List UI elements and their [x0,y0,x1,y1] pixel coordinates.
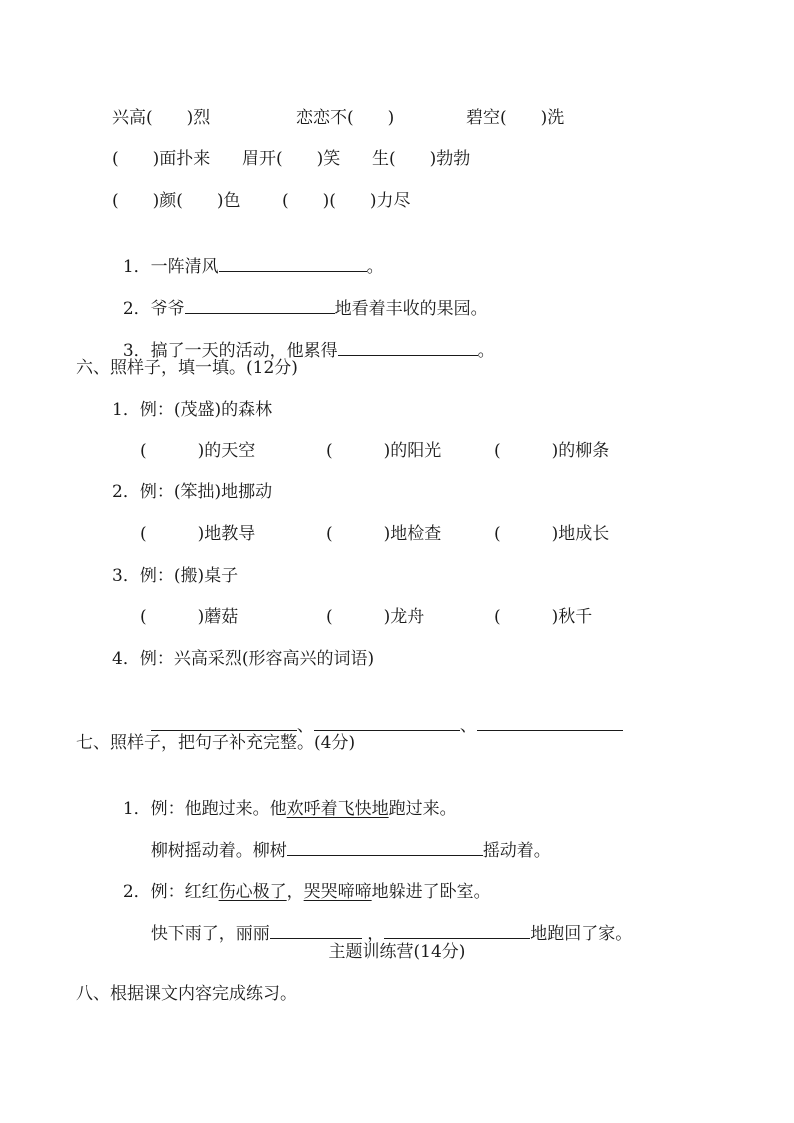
section-6-example-1: 1．例：(茂盛)的森林 [112,400,273,420]
separator: 、 [459,716,477,736]
answer-blank[interactable] [270,922,362,939]
task-text: 地跑回了家。 [530,924,633,944]
s7-task-2 [140,898,633,944]
idiom-4: ( )面扑来 [112,149,211,169]
answer-blank[interactable] [151,714,297,731]
section-8-title: 八、根据课文内容完成练习。 [76,984,297,1004]
separator: 、 [296,716,314,736]
idiom-2: 恋恋不( ) [296,108,395,128]
s6-ex1-item-3[interactable]: ( )的柳条 [494,441,610,461]
fill-text: 地看着丰收的果园。 [334,299,488,319]
fill-question-2 [112,273,488,319]
s6-ex1-item-2[interactable]: ( )的阳光 [326,441,442,461]
s6-ex3-item-3[interactable]: ( )秋千 [494,607,593,627]
idiom-1: 兴高( )烈 [112,108,211,128]
idiom-7: ( )颜( )色 [112,191,241,211]
fill-number: 3． [122,341,151,361]
task-text: 柳树摇动着。柳树 [150,841,287,861]
fill-text: 搞了一天的活动，他累得 [150,341,338,361]
example-underlined: 哭哭啼啼 [303,882,372,902]
example-text: 地躲进了卧室。 [371,882,491,902]
section-6-title: 六、照样子，填一填。(12分) [76,358,298,378]
fill-question-3 [112,315,495,361]
fill-text: 爷爷 [150,299,185,319]
section-6-example-2: 2．例：(笨拙)地挪动 [112,482,273,502]
idiom-6: 生( )勃勃 [372,149,471,169]
s6-ex1-item-1[interactable]: ( )的天空 [140,441,256,461]
example-text: 跑过来。 [388,799,457,819]
answer-blank[interactable] [314,714,460,731]
answer-blank[interactable] [477,714,623,731]
example-text: 例：他跑过来。他 [150,799,287,819]
s6-ex2-item-1[interactable]: ( )地教导 [140,524,256,544]
idiom-5: 眉开( )笑 [242,149,341,169]
answer-blank[interactable] [384,922,530,939]
example-number: 1． [122,799,151,819]
answer-blank[interactable] [287,839,483,856]
s7-task-1 [140,815,551,861]
task-text: ， [361,924,385,944]
example-number: 2． [122,882,151,902]
task-text: 摇动着。 [482,841,551,861]
section-6-example-4: 4．例：兴高采烈(形容高兴的词语) [112,649,375,669]
theme-subtitle: 主题训练营(14分) [328,942,466,962]
fill-text: 。 [477,341,495,361]
section-6-example-3: 3．例：(搬)桌子 [112,566,239,586]
fill-text: 。 [366,257,384,277]
example-underlined: 伤心极了 [218,882,287,902]
fill-question-1 [112,231,384,277]
section-7-title: 七、照样子，把句子补充完整。(4分) [76,733,356,753]
answer-blank[interactable] [219,255,367,272]
fill-text: 一阵清风 [150,257,219,277]
idiom-3: 碧空( )洗 [466,108,565,128]
idiom-8: ( )( )力尽 [282,191,411,211]
s7-example-2 [112,856,491,902]
s6-ex3-item-2[interactable]: ( )龙舟 [326,607,425,627]
fill-number: 1． [122,257,151,277]
fill-number: 2． [122,299,151,319]
example-text: ， [286,882,304,902]
s7-example-1 [112,773,457,819]
s6-ex2-item-2[interactable]: ( )地检查 [326,524,442,544]
s6-ex3-item-1[interactable]: ( )蘑菇 [140,607,239,627]
example-underlined: 欢呼着飞快地 [286,799,389,819]
s6-ex4-blanks [140,690,623,736]
answer-blank[interactable] [338,339,478,356]
answer-blank[interactable] [185,297,335,314]
task-text: 快下雨了，丽丽 [150,924,270,944]
example-text: 例：红红 [150,882,219,902]
s6-ex2-item-3[interactable]: ( )地成长 [494,524,610,544]
